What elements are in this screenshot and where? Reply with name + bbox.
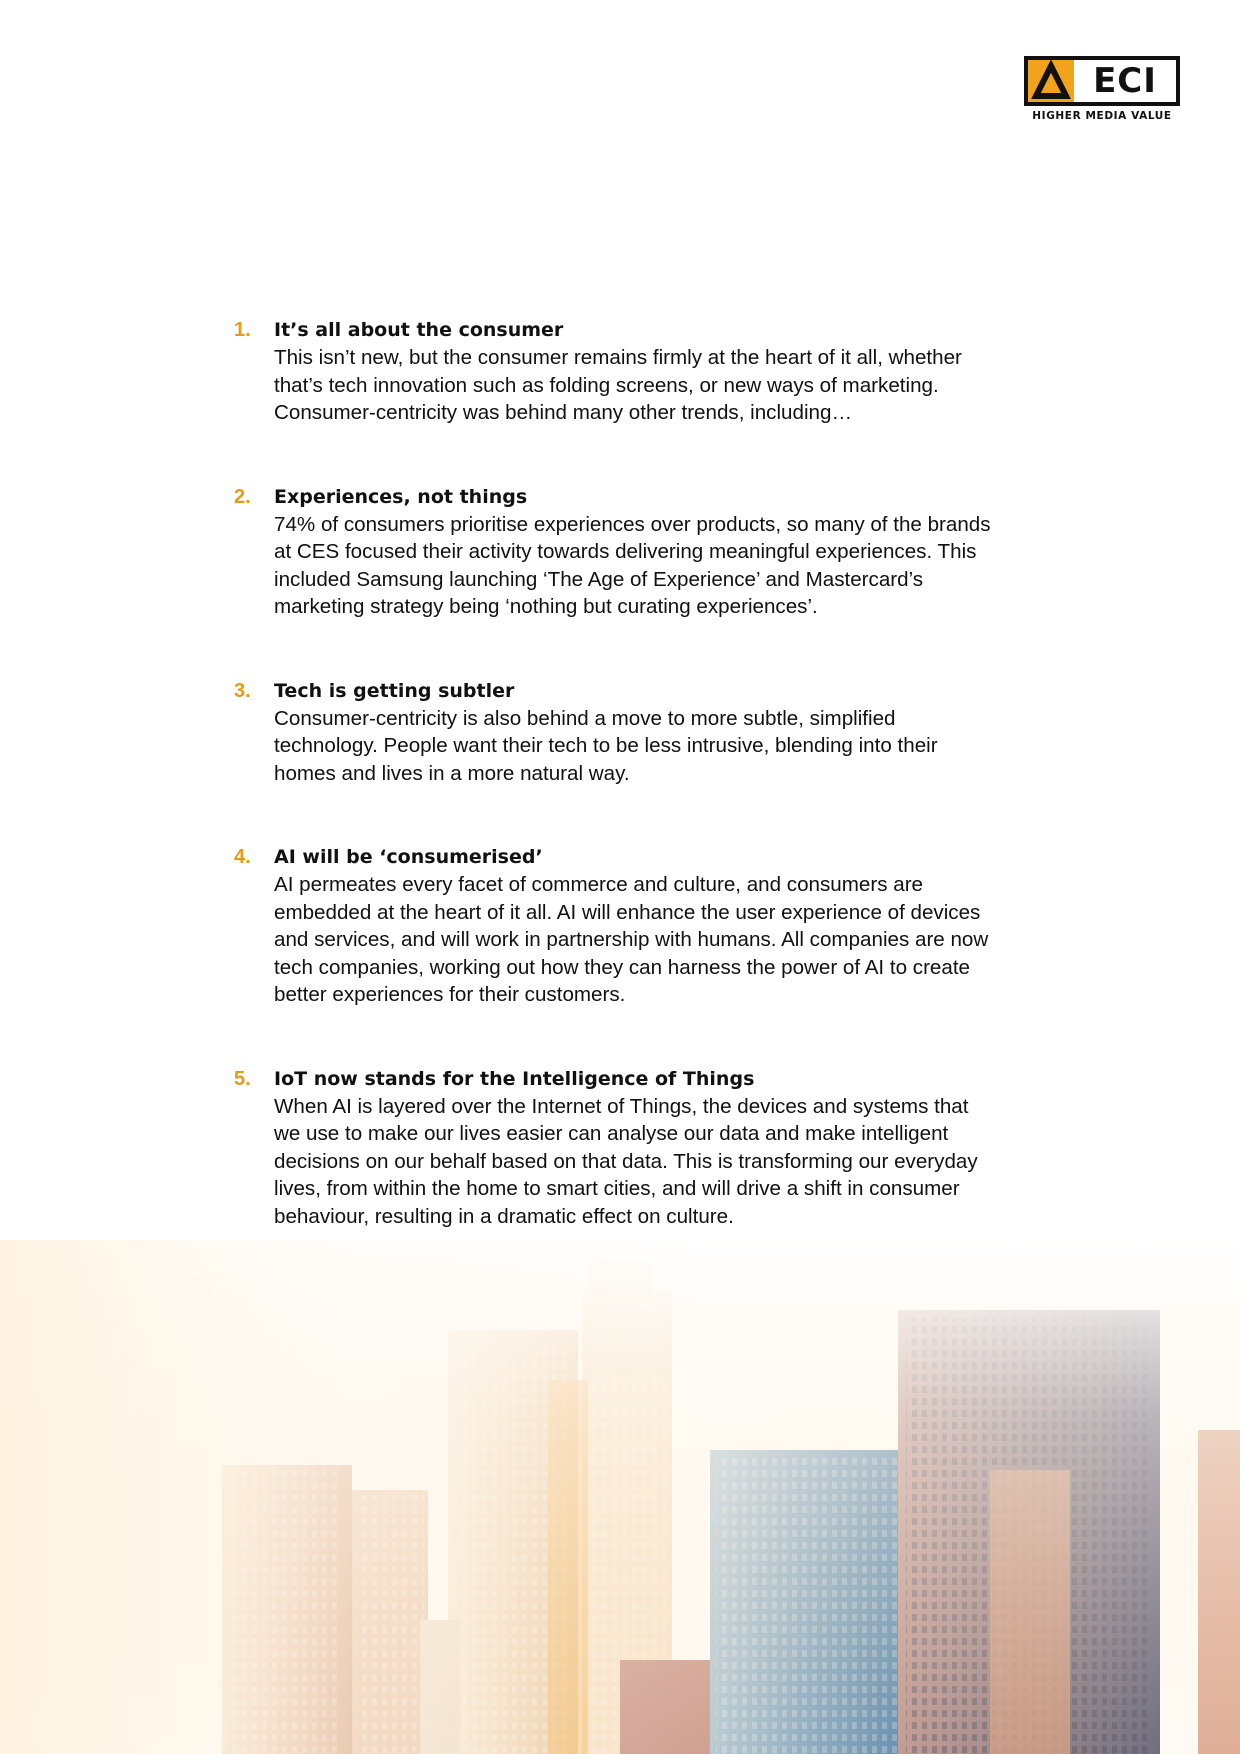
list-item [234,316,994,427]
item-number: 1. [234,319,251,341]
item-body: This isn’t new, but the consumer remains firmly at the heart of it all, whether that’s tech innovation such as folding screens, or new ways of marketing. Consumer-centricity was behind many other trends, including… [274,346,962,424]
item-content [274,483,994,621]
item-heading: Tech is getting subtler [274,679,515,702]
item-body: 74% of consumers prioritise experiences over products, so many of the brands at CES focused their activity towards delivering meaningful experiences. This included Samsung launching ‘The Age of Experience’ and Mastercard’s marketing strategy being ‘nothing but curating experiences’. [274,512,991,618]
logo-triangle-icon [1028,60,1074,102]
item-heading: IoT now stands for the Intelligence of Things [274,1067,755,1090]
item-content [274,843,994,1009]
list-item [234,1065,994,1231]
list-item [234,677,994,788]
item-heading: It’s all about the consumer [274,319,564,341]
item-body: When AI is layered over the Internet of Things, the devices and systems that we use to make our lives easier can analyse our data and make intelligent decisions on our behalf based on that data. This is transforming our everyday lives, from within the home to smart cities, and will drive a shift in consumer behaviour, resulting in a dramatic effect on culture. [274,1094,978,1228]
trends-list [234,316,994,1230]
item-number: 3. [234,679,251,702]
logo-wordmark: ECI [1093,61,1157,101]
item-number: 5. [234,1067,251,1090]
city-skyline-image [0,1240,1240,1754]
logo-tagline: HIGHER MEDIA VALUE [1032,110,1172,122]
item-number: 4. [234,846,251,868]
item-body: AI permeates every facet of commerce and culture, and consumers are embedded at the heart of it all. AI will enhance the user experience of devices and services, and will work in partnership with humans. All companies are now tech companies, working out how they can harness the power of AI to create better experiences for their customers. [274,873,989,1006]
item-content [274,677,994,788]
item-heading: AI will be ‘consumerised’ [274,846,543,868]
list-item [234,843,994,1009]
list-item [234,483,994,621]
item-heading: Experiences, not things [274,485,528,508]
eci-logo [1024,56,1180,122]
item-content [274,1065,994,1231]
item-content [274,316,994,427]
item-body: Consumer-centricity is also behind a move to more subtle, simplified technology. People want their tech to be less intrusive, blending into their homes and lives in a more natural way. [274,706,938,785]
item-number: 2. [234,485,251,508]
logo-box [1024,56,1180,106]
